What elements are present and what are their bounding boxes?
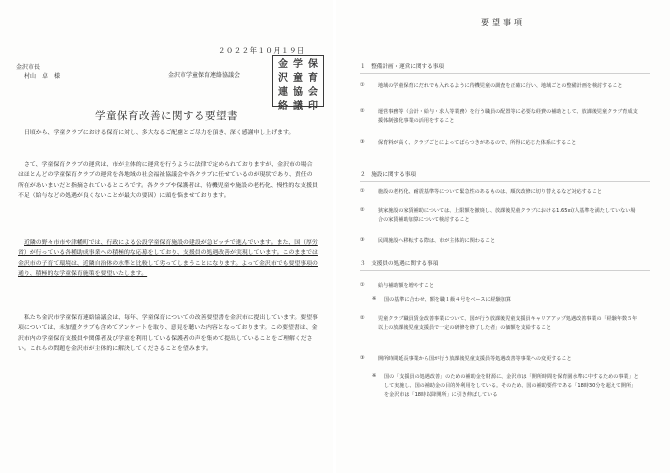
paragraph-text: さて、学童保育クラブの運営は、市が主体的に運営を行うように法律で定められておりますが、金沢市の場合はほとんどの学童保育クラブの運営を各地域の社会福祉協議会や各クラブに任せているのが現状であり、責任の所在があいまいだと指摘されているところです。各クラブや保護者は、待機児童や施設の老朽化、慢性的な支援員不足（給与などの処遇が良くないことが最大の要因）に頭を悩ませております。 <box>18 162 318 200</box>
request-item: 運営事務等（会計・給与・求人等業務）を行う職員の配置等に必要な経費の補助として、放課後児童クラブ育成支援体制強化事業の活用をすること <box>378 109 638 124</box>
item-number: ① <box>360 188 365 194</box>
seal-char: 金沢 <box>278 59 288 84</box>
letter-date: ２０２２年１０月１９日 <box>218 46 305 55</box>
requests-title: 要望事項 <box>481 18 525 27</box>
seal-char: 会印 <box>308 87 318 112</box>
section-heading: ３ 支援員の処遇に関する事項 <box>360 261 439 267</box>
item-number: ※ <box>372 296 377 302</box>
request-item: 施設の老朽化、耐震基準等について緊急性のあるものは、順次改修に切り替えるなど対応すること <box>378 189 603 195</box>
divider <box>360 270 650 271</box>
item-number: ① <box>360 82 365 88</box>
request-item: 給与補助額を増やすこと <box>378 283 435 289</box>
request-item: 国の「支援員の処遇改善」のための補助金を財源に、金沢市は「開所時間を保育園水準に中するための事業」として実施し、国の補助金の目的外利用をしている。そのため、国の補助要件である「18時30分を超えて開所」を金沢市は「18時以降開所」に引き伸ばしている <box>384 374 639 398</box>
body-paragraph-4 <box>18 313 318 355</box>
official-seal <box>272 55 324 112</box>
addressee-line-1: 金沢市長 <box>16 64 41 71</box>
divider <box>360 181 650 182</box>
request-item: 国の基準に合わせ、額を職１級４号をベースに経験加算 <box>384 297 511 303</box>
body-paragraph-2 <box>18 160 318 202</box>
request-item: 開所時間延長事業から国が行う放課後児童支援員等処遇改善等事業への変更すること <box>378 356 572 362</box>
paragraph-text: 近隣の野々市市や津幡町では、行政による公設学童保育施設の建設が急ピッチで進んでいます。また、国（厚労省）が行っている各種助成事業への積極的な応募をしており、支援員の処遇改善が実現しています。このままでは金沢市の子育て環境は、近隣自治体の水準と比較して劣ってしまうことになります。よって金沢市でも要望事項の通り、積極的な学童保育施策を要望いたします。 <box>18 240 318 278</box>
item-number: ② <box>360 207 365 213</box>
request-item: 狭家施設の家賃補助については、上限額を撤廃し、放課後児童クラブにおける1.65㎡/人基準を満たしていない場合の家賃補助加算について検討すること <box>378 208 636 223</box>
body-paragraph-3 <box>18 238 318 280</box>
seal-char: 協議 <box>293 87 303 112</box>
document-title: 学童保育改善に関する要望書 <box>95 110 238 122</box>
paragraph-text: 日頃から、学童クラブにおける保育に対し、多大なるご配慮とご尽力を頂き、深く感謝申し上げます。 <box>24 130 295 136</box>
section-heading: ２ 施設に関する事項 <box>360 172 416 178</box>
item-number: ③ <box>360 139 365 145</box>
divider <box>360 73 650 74</box>
paragraph-text: 私たち金沢市学童保育連絡協議会は、毎年、学童保育についての改善要望書を金沢市に提出しています。要望事項については、未加盟クラブも含めてアンケートを取り、意見を聴いた内容となっております。この要望書は、金沢市内の学童保育支援員や関係者及び学童を利用している保護者の声を集めて提出していることをご理解ください。これらの問題を金沢市が主体的に解決してくださることを望みます。 <box>18 315 318 353</box>
seal-char: 学童 <box>293 59 303 84</box>
item-number: ② <box>360 108 365 114</box>
item-number: ② <box>360 315 365 321</box>
request-item: 保育料が高く、クラブごとによってばらつきがあるので、所得に応じた体系にすること <box>378 140 577 146</box>
right-page <box>336 0 670 473</box>
item-number: ③ <box>360 237 365 243</box>
body-paragraph-1 <box>18 128 318 138</box>
left-page <box>0 0 333 473</box>
item-number: ① <box>360 282 365 288</box>
request-item: 地域の学童保育にだれでも入れるように待機児童の調査を正確に行い、地域ごとの整備計画を検討すること <box>378 83 623 89</box>
seal-char: 連絡 <box>278 87 288 112</box>
item-number: ※ <box>372 373 377 379</box>
section-heading: １ 整備計画・運営に関する事項 <box>360 64 444 70</box>
seal-char: 保育 <box>308 59 318 84</box>
addressee-line-2: 村山 卓 様 <box>24 73 61 80</box>
request-item: 児童クラブ職員賃金改善事業について、国が行う放課後児童支援員キャリアアップ処遇改善事業の「経験年数５年以上の放課後児童支援員で一定の研修を修了した者」の価額を支給すること <box>378 316 638 331</box>
sender-name: 金沢市学童保育連絡協議会 <box>168 72 241 79</box>
request-item: 民間施設へ移転する際は、市が主体的に関わること <box>378 238 496 244</box>
item-number: ③ <box>360 355 365 361</box>
